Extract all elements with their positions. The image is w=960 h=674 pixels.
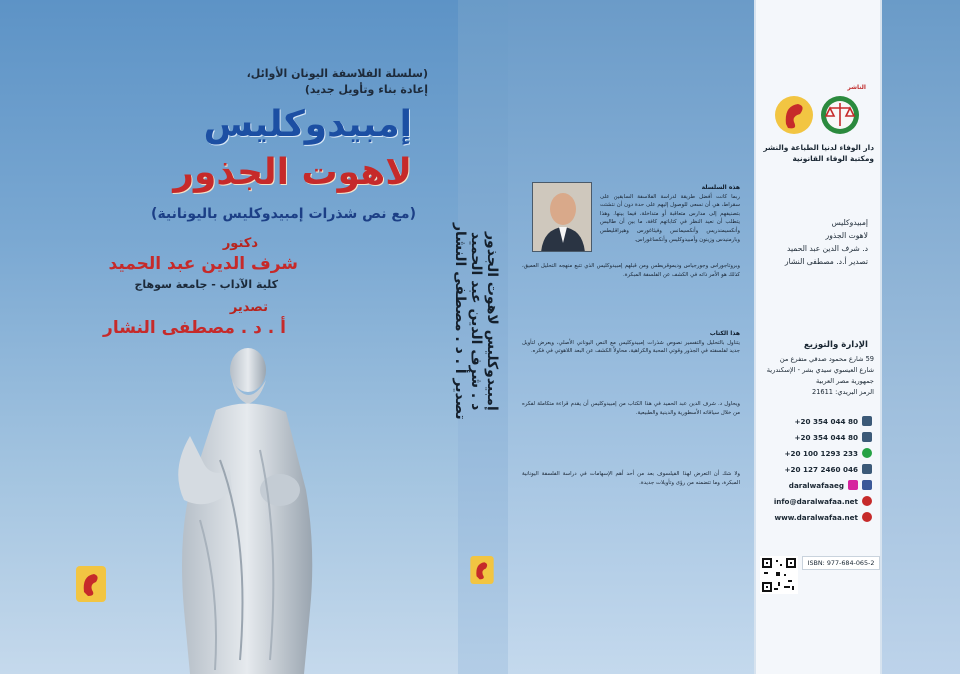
- fax-icon: [862, 432, 872, 442]
- admin-heading: الإدارة والتوزيع: [803, 340, 868, 350]
- front-title-sub: لاهوت الجذور: [173, 152, 412, 193]
- author-role: دكتور: [222, 236, 258, 251]
- author-photo: [532, 182, 592, 252]
- book-spine: [452, 0, 508, 674]
- publisher-tag: الناشر: [847, 84, 866, 91]
- contact-phone-1: [754, 414, 872, 428]
- back-heading-book: هذا الكتاب: [709, 330, 740, 337]
- publisher-name-2: ومكتبة الوفاء القانونية: [792, 154, 874, 163]
- statue-illustration: [120, 340, 350, 674]
- isbn-label: ISBN: 977-684-065-2: [802, 556, 880, 570]
- website-text[interactable]: www.daralwafaa.net: [774, 512, 858, 522]
- phone-1-text: +20 354 044 80: [794, 416, 858, 426]
- back-text-5: [522, 470, 740, 487]
- front-title-main: إمبيدوكليس: [203, 104, 412, 145]
- book-preface: تصدير أ.د. مصطفى النشار: [784, 257, 868, 266]
- author-affiliation: كلية الآداب - جامعة سوهاج: [134, 278, 278, 291]
- whatsapp-icon: [862, 448, 872, 458]
- qr-code-icon: [760, 556, 798, 594]
- publisher-scales-logo-icon: [820, 94, 860, 136]
- email-text[interactable]: info@daralwafaa.net: [773, 496, 858, 506]
- contact-email[interactable]: [754, 494, 872, 508]
- back-text-1: [600, 184, 740, 244]
- cover-edge-strip: [882, 0, 960, 674]
- series-line-1: (سلسلة الفلاسفة اليونان الأوائل،: [246, 67, 428, 80]
- spine-logo-icon: [470, 556, 494, 584]
- globe-icon: [862, 512, 872, 522]
- book-author: د. شرف الدين عبد الحميد: [787, 244, 868, 253]
- back-text-2: [522, 262, 740, 279]
- preface-name: أ . د . مصطفى النشار: [103, 318, 286, 338]
- address-line-2: شارع العيسوي سيدي بشر - الإسكندرية: [766, 366, 874, 374]
- publisher-info-panel: [754, 0, 882, 674]
- back-para-1: ربما كانت أفضل طريقة لدراسة الفلاسفة السابقين على سقراط، هي أن نسعى للوصول إليهم على حدة دون أن نتشتت بتصنيفهم إلى مدارس متعاقبة أو متداخلة، فيما بينها. وهذا يتطلب أن نعيد النظر في كتاباتهم كافة، ما بين أن طاليس وأنكسيمندريس وأنكسيمانس وفيثاغورس وهيراقليطس وبارمنيدس وزينون وأمبيدوكليس وأنكساغوراس.: [600, 193, 740, 243]
- contact-phone-2: [754, 430, 872, 444]
- back-para-2: وبروتاجوراس وجورجياس وديموقريطس ومن قبلهم إمبيدوكليس الذي تتبع منهجه التحليل العميق، كذلك هو الأمر ذاته في الكشف عن الفلسفة المبكرة.: [522, 263, 740, 278]
- contact-facebook[interactable]: [754, 478, 872, 492]
- contact-website[interactable]: [754, 510, 872, 524]
- book-details: [758, 216, 868, 268]
- email-icon: [862, 496, 872, 506]
- back-heading-series: هذه السلسلة: [701, 184, 740, 191]
- contact-mobile-1: [754, 446, 872, 460]
- publisher-logo-icon: [76, 566, 106, 602]
- phone-2-text: +20 354 044 80: [794, 432, 858, 442]
- address-line-1: 59 شارع محمود صدقي متفرع من: [779, 355, 874, 363]
- back-para-4: ويحاول د. شرف الدين عبد الحميد في هذا الكتاب من إمبيدوكليس أن يقدم قراءة متكاملة لفكره من خلال سياقاته الأسطورية والدينية والطبيعية.: [522, 401, 740, 416]
- mobile-1-text: +20 100 1293 233: [784, 448, 858, 458]
- front-subtitle: (مع نص شذرات إمبيدوكليس باليونانية): [151, 206, 416, 222]
- phone-icon: [862, 416, 872, 426]
- address-block: [754, 354, 874, 398]
- facebook-icon: [862, 480, 872, 490]
- back-text-3: [522, 330, 740, 356]
- postal-code: الرمز البريدي: 21611: [812, 388, 874, 396]
- book-subtitle: لاهوت الجذور: [825, 231, 868, 240]
- back-para-5: ولا شك أن التعرض لهذا الفيلسوف بعد من أحد أهم الإسهامات في دراسة الفلسفة اليونانية المبكرة، وما تتضمنه من رؤى وتأويلات جديدة.: [522, 471, 740, 486]
- book-title: إمبيدوكليس: [831, 218, 868, 227]
- back-para-3: يتناول بالتحليل والتفسير نصوص شذرات إمبيدوكليس مع النص اليوناني الأصلي، ويعرض لتأويل جديد لفلسفته في الجذور وقوتي المحبة والكراهية، محاولاً الكشف عن البعد اللاهوتي في فكره.: [522, 339, 740, 355]
- back-cover: [508, 0, 754, 674]
- instagram-icon: [848, 480, 858, 490]
- spine-author: د . شرف الدين عبد الحميد: [468, 231, 484, 411]
- publisher-mark-logo-icon: [774, 94, 814, 136]
- spine-preface: تصدير أ . د . مصطفى النشار: [452, 222, 468, 420]
- facebook-handle[interactable]: daralwafaaeg: [788, 480, 844, 490]
- front-cover: [0, 0, 458, 674]
- back-text-4: [522, 400, 740, 417]
- publisher-name: [754, 142, 874, 164]
- mobile-2-text: +20 127 2460 046: [784, 464, 858, 474]
- mobile-icon: [862, 464, 872, 474]
- publisher-name-1: دار الوفاء لدنيا الطباعة والنشر: [763, 143, 874, 152]
- author-name: شرف الدين عبد الحميد: [108, 254, 298, 274]
- series-line-2: إعادة بناء وتأويل جديد): [304, 83, 428, 96]
- contact-mobile-2: [754, 462, 872, 476]
- series-line: [128, 66, 428, 98]
- spine-title: إمبيدوكليس لاهوت الجذور: [484, 231, 500, 411]
- address-line-3: جمهورية مصر العربية: [816, 377, 874, 385]
- preface-role: تصدير: [229, 300, 268, 315]
- spine-text: [452, 70, 500, 590]
